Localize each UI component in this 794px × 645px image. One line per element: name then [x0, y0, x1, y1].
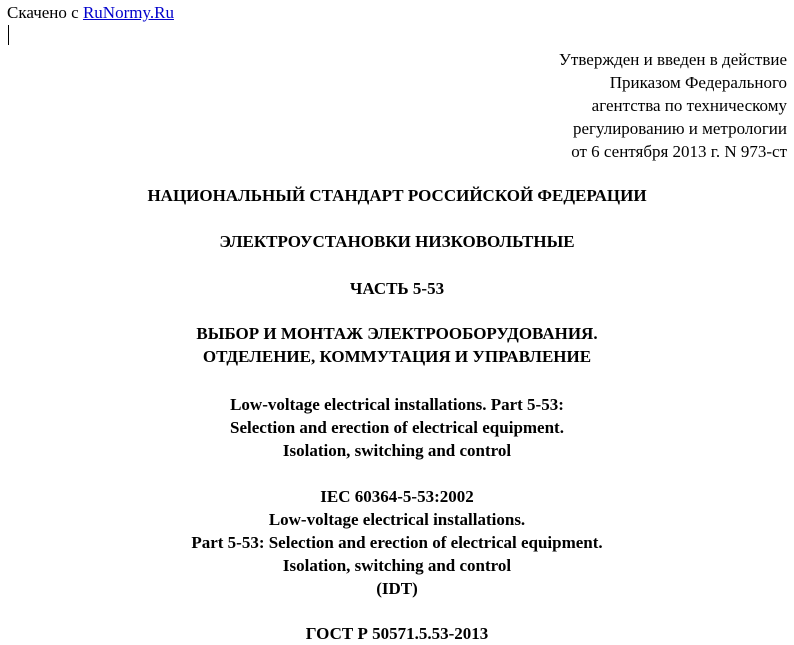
- iec-reference-block: [0, 485, 794, 600]
- selection-line: ОТДЕЛЕНИЕ, КОММУТАЦИЯ И УПРАВЛЕНИЕ: [202, 347, 592, 366]
- approval-line: агентства по техническому: [591, 96, 787, 115]
- english-line: Isolation, switching and control: [282, 441, 512, 460]
- part-title: [0, 277, 794, 300]
- english-line: Selection and erection of electrical equipment.: [230, 418, 564, 437]
- iec-line: (IDT): [376, 579, 418, 598]
- approval-line: Приказом Федерального: [609, 73, 787, 92]
- gost-number-text: ГОСТ Р 50571.5.53-2013: [305, 624, 489, 643]
- selection-line: ВЫБОР И МОНТАЖ ЭЛЕКТРООБОРУДОВАНИЯ.: [196, 324, 598, 343]
- approval-block: [559, 48, 787, 163]
- national-standard-title: [0, 184, 794, 207]
- approval-line: регулированию и метрологии: [572, 119, 787, 138]
- approval-line: от 6 сентября 2013 г. N 973-ст: [571, 142, 787, 161]
- english-title: [0, 393, 794, 462]
- gost-number-title: [0, 622, 794, 645]
- iec-line: IEC 60364-5-53:2002: [320, 487, 474, 506]
- part-text: ЧАСТЬ 5-53: [349, 279, 445, 298]
- selection-title: [0, 322, 794, 368]
- national-standard-text: НАЦИОНАЛЬНЫЙ СТАНДАРТ РОССИЙСКОЙ ФЕДЕРАЦИИ: [147, 186, 647, 205]
- download-source-line: [7, 3, 174, 23]
- electro-installations-text: ЭЛЕКТРОУСТАНОВКИ НИЗКОВОЛЬТНЫЕ: [219, 232, 575, 251]
- iec-line: Low-voltage electrical installations.: [268, 510, 526, 529]
- iec-line: Isolation, switching and control: [282, 556, 512, 575]
- iec-line: Part 5-53: Selection and erection of electrical equipment.: [191, 533, 603, 552]
- download-prefix: Скачено с: [7, 3, 83, 22]
- text-cursor: [8, 25, 9, 45]
- approval-line: Утвержден и введен в действие: [558, 50, 787, 69]
- electro-installations-title: [0, 230, 794, 253]
- runormy-link[interactable]: RuNormy.Ru: [82, 3, 174, 22]
- english-line: Low-voltage electrical installations. Part 5-53:: [230, 395, 564, 414]
